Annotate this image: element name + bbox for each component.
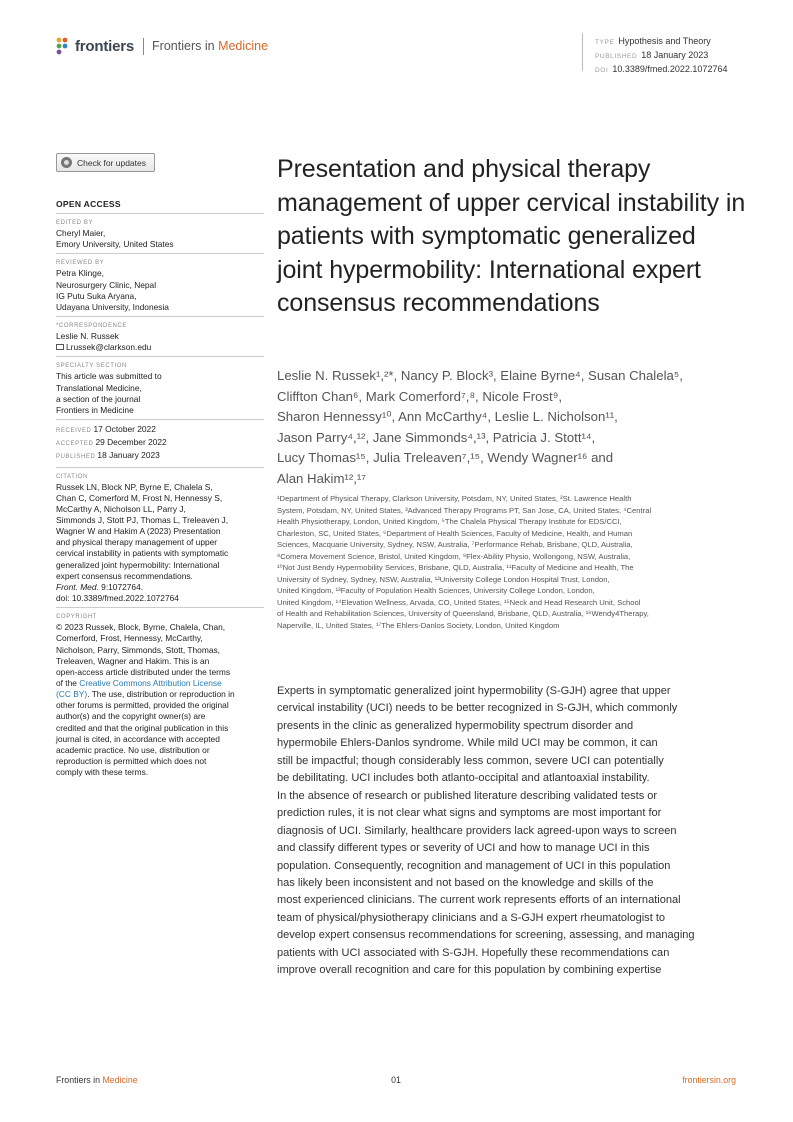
citation-journal: Front. Med. (56, 581, 99, 592)
specialty-section: This article was submitted to Translational Medicine, a section of the journal Frontiers in Medicine (56, 371, 162, 415)
accepted-label: ACCEPTED (56, 441, 94, 448)
published-row (56, 450, 264, 463)
meta-published-label: PUBLISHED (595, 53, 638, 60)
footer-journal-name: Medicine (102, 1075, 138, 1085)
meta-type (595, 35, 727, 49)
frontiers-logo-icon (55, 37, 71, 55)
meta-published (595, 49, 727, 63)
journal-title: Medicine (218, 39, 269, 53)
divider (56, 213, 264, 214)
copyright-text-2: . The use, distribution or reproduction in other forums is permitted, provided the original author(s) and the copyright owner(s) are credited and that the original publication in this journal is cited, in accordance with accepted academic practice. No use, distribution or reproduction is permitted which does not comply with these terms. (56, 689, 235, 778)
citation-label: CITATION (56, 473, 88, 480)
update-badge-icon (61, 157, 72, 168)
citation-volume: 9:1072764. (101, 581, 144, 592)
divider (56, 607, 264, 608)
accepted-row (56, 437, 264, 450)
divider (56, 356, 264, 357)
author-list: Leslie N. Russek¹,²*, Nancy P. Block³, Elaine Byrne⁴, Susan Chalela⁵, Cliffton Chan⁶, Mark Comerford⁷,⁸, Nicole Frost⁹, Sharon Hennessy¹⁰, Ann McCarthy⁴, Leslie L. Nicholson¹¹, Jason Parry⁴,¹², Jane Simmonds⁴,¹³, Patricia J. Stott¹⁴, Lucy Thomas¹⁵, Julia Treleaven⁷,¹⁵, Wendy Wagner¹⁶ and Alan Hakim¹²,¹⁷ (277, 368, 683, 486)
reviewed-by-label: REVIEWED BY (56, 260, 105, 267)
meta-doi-value[interactable]: 10.3389/fmed.2022.1072764 (612, 64, 728, 74)
article-meta (595, 35, 727, 77)
citation-text: Russek LN, Block NP, Byrne E, Chalela S, Chan C, Comerford M, Frost N, Hennessy S, McCarthy A, Nicholson LL, Parry J, Simmonds J, Stott PJ, Thomas L, Treleaven J, Wagner W and Hakim A (2023) Presentation and physical therapy management of upper cervical instability in patients with symptomatic generalized joint hypermobility: International expert consensus recommendations. (56, 481, 229, 581)
open-access-label: OPEN ACCESS (56, 199, 121, 209)
footer-site-link[interactable]: frontiersin.org (682, 1075, 736, 1085)
frontiers-logo[interactable] (55, 37, 268, 55)
divider (56, 419, 264, 420)
meta-published-value: 18 January 2023 (641, 50, 709, 60)
meta-doi-label: DOI (595, 67, 609, 74)
copyright-text (56, 622, 264, 778)
edited-by-label: EDITED BY (56, 220, 94, 227)
meta-divider (582, 33, 583, 71)
abstract: Experts in symptomatic generalized joint hypermobility (S-GJH) agree that upper cervical instability (UCI) needs to be better recognized in S-GJH, which commonly presents in the clinic as generalized hypermobility spectrum disorder and hypermobile Ehlers-Danlos syndrome. While mild UCI may be common, it can still be impactful; though considerably less common, severe UCI can potentially be debilitating. UCI includes both atlanto-occipital and atlantoaxial instability. In the absence of research or published literature describing validated tests or prediction rules, it is not clear what signs and symptoms are most important for diagnosis of UCI. Similarly, healthcare providers lack agreed-upon ways to screen and classify different types or severity of UCI and how to manage UCI in this population. Consequently, recognition and management of UCI in this population has likely been inconsistent and not based on the knowledge and skills of the most experienced clinicians. The current work represents efforts of an international team of physical/physiotherapy clinicians and a S-GJH expert rheumatologist to develop expert consensus recommendations for screening, assessing, and managing patients with UCI associated with S-GJH. Hopefully these recommendations can improve overall recognition and care for this population by combining expertise (277, 685, 695, 977)
correspondence-email[interactable]: Lrussek@clarkson.edu (66, 342, 152, 353)
published-date: 18 January 2023 (97, 450, 160, 461)
journal-name[interactable] (152, 39, 268, 53)
check-for-updates-button[interactable] (56, 153, 155, 172)
received-date: 17 October 2022 (93, 424, 156, 435)
copyright-label: COPYRIGHT (56, 614, 98, 621)
brand-name: frontiers (75, 37, 135, 55)
edited-by: Cheryl Maier, Emory University, United States (56, 228, 174, 250)
meta-doi (595, 63, 727, 77)
divider (56, 316, 264, 317)
received-row (56, 424, 264, 437)
citation-doi[interactable]: doi: 10.3389/fmed.2022.1072764 (56, 593, 179, 604)
correspondence-name: Leslie N. Russek (56, 331, 119, 342)
logo-divider (143, 38, 144, 55)
footer-journal-prefix: Frontiers in (56, 1075, 100, 1085)
citation-journal-line (56, 582, 264, 593)
sidebar (56, 199, 264, 778)
reviewed-by: Petra Klinge, Neurosurgery Clinic, Nepal IG Putu Suka Aryana, Udayana University, Indonesia (56, 268, 169, 312)
check-for-updates-label: Check for updates (77, 157, 146, 168)
footer-journal[interactable] (56, 1075, 138, 1085)
article-title: Presentation and physical therapy management of upper cervical instability in patients with symptomatic generalized joint hypermobility: International expert consensus recommendations (277, 155, 746, 317)
specialty-label: SPECIALTY SECTION (56, 363, 127, 370)
license-link[interactable]: Creative Commons Attribution License (CC BY) (56, 678, 222, 700)
meta-type-label: TYPE (595, 39, 615, 46)
copyright-text-1: © 2023 Russek, Block, Byrne, Chalela, Chan, Comerford, Frost, Hennessy, McCarthy, Nicholson, Parry, Simmonds, Stott, Thomas, Treleaven, Wagner and Hakim. This is an open-access article distributed under the terms of the (56, 622, 231, 688)
divider (56, 253, 264, 254)
journal-prefix: Frontiers in (152, 39, 215, 53)
correspondence-email-row[interactable] (56, 342, 264, 353)
correspondence-label: *CORRESPONDENCE (56, 323, 128, 330)
meta-type-value: Hypothesis and Theory (618, 36, 711, 46)
mail-icon (56, 344, 64, 350)
received-label: RECEIVED (56, 428, 92, 435)
divider (56, 467, 264, 468)
accepted-date: 29 December 2022 (95, 437, 167, 448)
published-label: PUBLISHED (56, 454, 96, 461)
affiliations: ¹Department of Physical Therapy, Clarkson University, Potsdam, NY, United States, ²St. Lawrence Health System, Potsdam, NY, United States, ³Advanced Therapy Programs PT, San Jose, CA, United States, ⁴Central Health Physiotherapy, London, United Kingdom, ⁵The Chalela Physical Therapy Institute for EDS/CCI, Charleston, SC, United States, ⁶Department of Health Sciences, Faculty of Medicine, Health, and Human Sciences, Macquarie University, Sydney, NSW, Australia, ⁷Performance Rehab, Brisbane, QLD, Australia, ⁸Comera Movement Science, Bristol, United Kingdom, ⁹Flex-Ability Physio, Wollongong, NSW, Australia, ¹⁰Not Just Bendy Hypermobility Services, Brisbane, QLD, Australia, ¹¹Faculty of Medicine and Health, The University of Sydney, Sydney, NSW, Australia, ¹²University College London Hospital Trust, London, United Kingdom, ¹³Faculty of Population Health Sciences, University College London, London, United Kingdom, ¹⁴Elevation Wellness, Arvada, CO, United States, ¹⁵Neck and Head Research Unit, School of Health and Rehabilitation Sciences, University of Queensland, Brisbane, QLD, Australia, ¹⁶Wendy4Therapy, Naperville, IL, United States, ¹⁷The Ehlers-Danlos Society, London, United Kingdom (277, 494, 652, 630)
page-number: 01 (391, 1075, 401, 1085)
